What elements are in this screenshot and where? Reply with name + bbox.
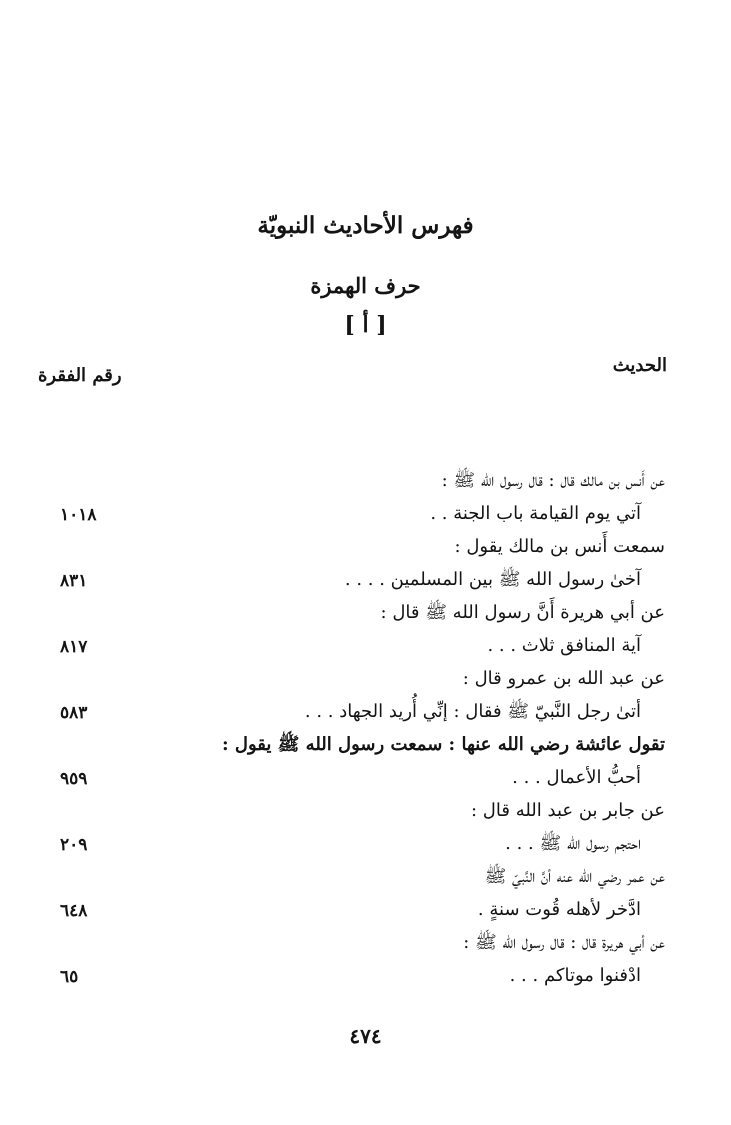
entry-text-line: [0, 695, 731, 728]
entry-text-line: [0, 893, 731, 926]
entry-intro: عن أَنس بن مالك قال : قال رسول الله ﷺ :: [441, 470, 665, 491]
entry-text-line: [0, 563, 731, 596]
entry-intro-line: [0, 530, 731, 563]
entry-text-line: [0, 959, 731, 992]
list-item: [0, 464, 731, 530]
entry-intro-line: [0, 596, 731, 629]
letter-heading: [ أ ]: [344, 312, 387, 338]
entry-intro: عن جابر بن عبد الله قال :: [471, 800, 665, 821]
entry-intro-line: [0, 464, 731, 497]
entry-intro: عن عمر رضي الله عنه أنَّ النَّبيّ ﷺ: [484, 866, 665, 887]
entry-paragraph-number: ٨٣١: [60, 571, 88, 591]
entry-intro-line: [0, 926, 731, 959]
entry-paragraph-number: ٦٤٨: [60, 901, 88, 921]
page-title: فهرس الأحاديث النبويّة: [257, 212, 474, 239]
entry-intro: تقول عائشة رضي الله عنها : سمعت رسول الله ﷺ يقول :: [221, 734, 665, 755]
list-item: [0, 794, 731, 860]
entry-intro-line: [0, 794, 731, 827]
entry-text: آخىٰ رسول الله ﷺ بين المسلمين . . . .: [344, 569, 641, 590]
entry-text: أتىٰ رجل النَّبيّ ﷺ فقال : إنِّي أُريد الجهاد . . .: [304, 701, 641, 722]
entry-intro-line: [0, 860, 731, 893]
entry-paragraph-number: ٨١٧: [60, 637, 88, 657]
entry-text-line: [0, 629, 731, 662]
list-item: [0, 662, 731, 728]
entry-intro: عن أبي هريرة أَنَّ رسول الله ﷺ قال :: [380, 602, 665, 623]
column-header-paragraph-number: رقم الفقرة: [38, 365, 122, 386]
hadith-index-list: [0, 464, 731, 992]
section-heading: حرف الهمزة: [310, 273, 421, 298]
list-item: [0, 926, 731, 992]
entry-text: آية المنافق ثلاث . . .: [487, 635, 641, 656]
entry-text-line: [0, 497, 731, 530]
entry-paragraph-number: ٢٠٩: [60, 835, 88, 855]
list-item: [0, 860, 731, 926]
entry-text-line: [0, 827, 731, 860]
entry-intro: عن أبي هريرة قال : قال رسول الله ﷺ :: [463, 932, 665, 953]
entry-paragraph-number: ٥٨٣: [60, 703, 88, 723]
entry-paragraph-number: ١٠١٨: [60, 505, 97, 525]
entry-paragraph-number: ٩٥٩: [60, 769, 88, 789]
entry-text: ادَّخر لأهله قُوت سنةٍ .: [477, 899, 641, 920]
entry-intro-line: [0, 728, 731, 761]
entry-text: احتجم رسول الله ﷺ . . .: [505, 833, 641, 854]
page-number: ٤٧٤: [349, 1024, 382, 1048]
column-header-hadith: الحديث: [612, 355, 667, 376]
list-item: [0, 596, 731, 662]
entry-text: آتي يوم القيامة باب الجنة . .: [430, 503, 641, 524]
entry-text-line: [0, 761, 731, 794]
list-item: [0, 728, 731, 794]
entry-text: أحبُّ الأعمال . . .: [512, 767, 641, 788]
entry-paragraph-number: ٦٥: [60, 967, 79, 987]
entry-intro: سمعت أَنس بن مالك يقول :: [454, 536, 665, 557]
entry-intro-line: [0, 662, 731, 695]
entry-text: ادْفنوا موتاكم . . .: [509, 965, 641, 986]
entry-intro: عن عبد الله بن عمرو قال :: [462, 668, 665, 689]
list-item: [0, 530, 731, 596]
